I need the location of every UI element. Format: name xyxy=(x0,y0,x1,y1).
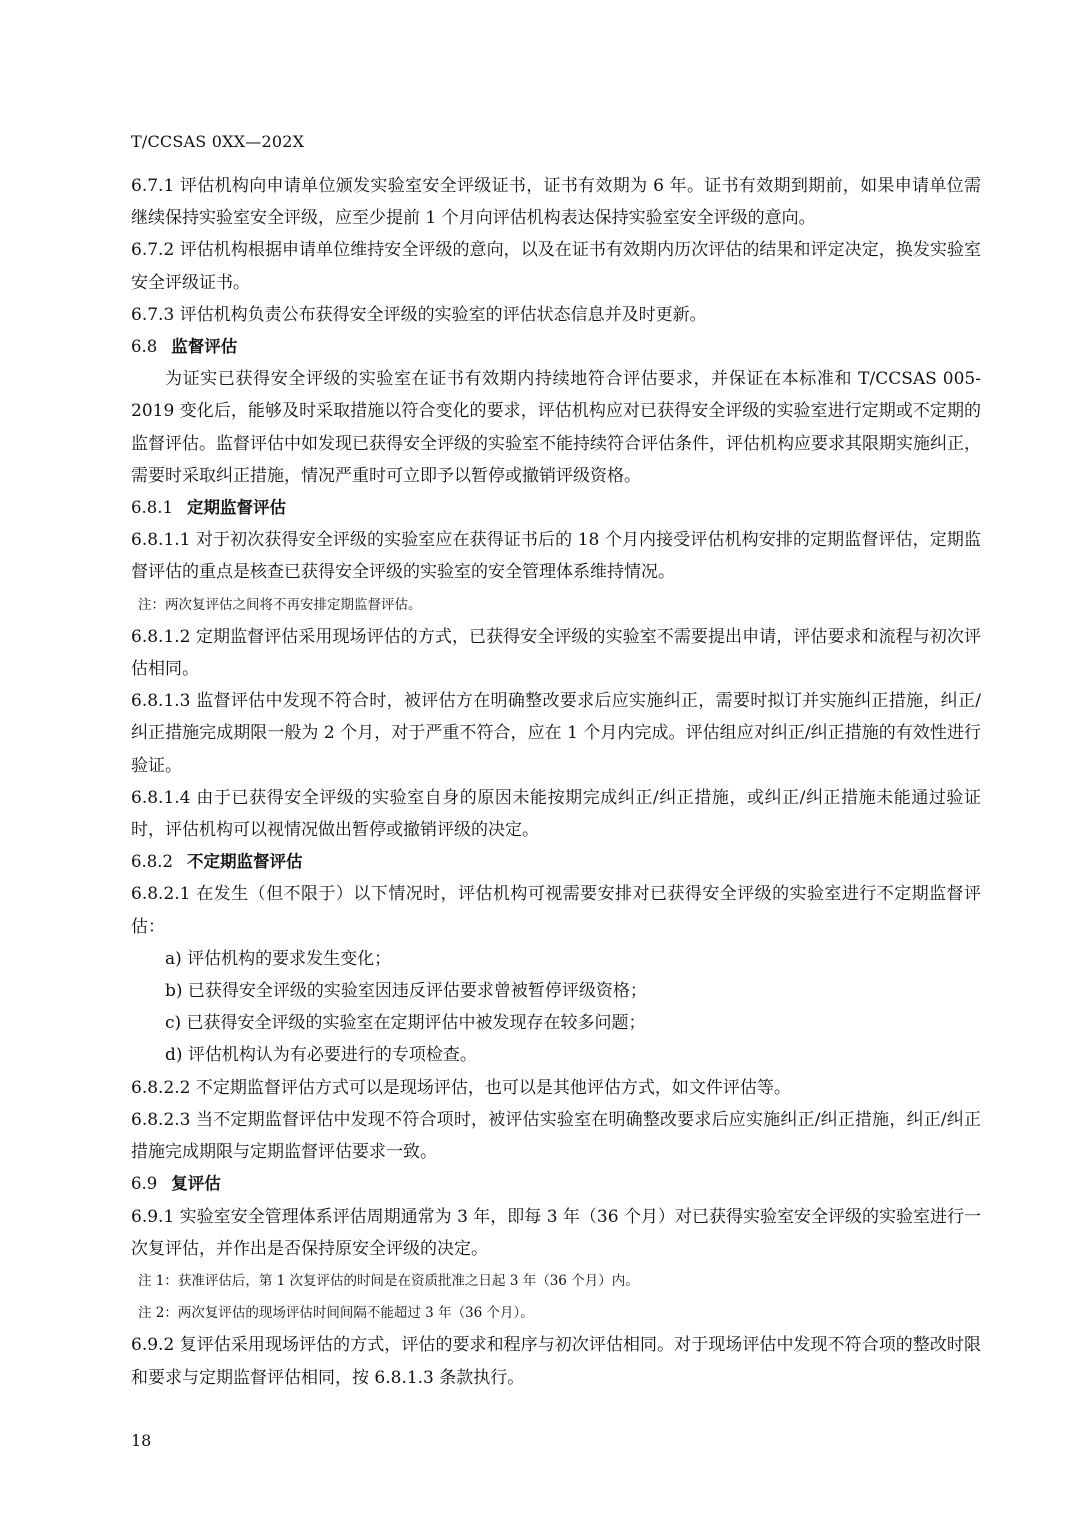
clause-6-9-1: 6.9.1 实验室安全管理体系评估周期通常为 3 年，即每 3 年（36 个月）对已获得实验室安全评级的实验室进行一次复评估，并作出是否保持原安全评级的决定。 xyxy=(131,1206,981,1259)
list-item-d: d) 评估机构认为有必要进行的专项检查。 xyxy=(165,1045,477,1066)
clause-6-8-2-3: 6.8.2.3 当不定期监督评估中发现不符合项时，被评估实验室在明确整改要求后应实施纠正/纠正措施，纠正/纠正措施完成期限与定期监督评估要求一致。 xyxy=(131,1109,981,1163)
clause-6-7-2: 6.7.2 评估机构根据申请单位维持安全评级的意向，以及在证书有效期内历次评估的结果和评定决定，换发实验室安全评级证书。 xyxy=(131,240,981,293)
section-heading-6-8 xyxy=(131,331,981,363)
document-code: T/CCSAS 0XX—202X xyxy=(131,132,305,151)
section-6-8-intro: 为证实已获得安全评级的实验室在证书有效期内持续地符合评估要求，并保证在本标准和 T/CCSAS 005-2019 变化后，能够及时采取措施以符合变化的要求，评估机构应对已获得安全评级的实验室进行定期或不定期的监督评估。监督评估中如发现已获得安全评级的实验室不能持续符合评估条件，评估机构应要求其限期实施纠正，需要时采取纠正措施，情况严重时可立即予以暂停或撤销评级资格。 xyxy=(131,369,981,486)
clause-6-8-1-1: 6.8.1.1 对于初次获得安全评级的实验室应在获得证书后的 18 个月内接受评估机构安排的定期监督评估，定期监督评估的重点是核查已获得安全评级的实验室的安全管理体系维持情况。 xyxy=(131,530,981,583)
note-6-9-1-2: 注 2：两次复评估的现场评估时间间隔不能超过 3 年（36 个月）。 xyxy=(138,1305,534,1322)
section-number: 6.8.2 xyxy=(131,852,173,872)
section-number: 6.8 xyxy=(131,337,158,357)
section-heading-6-8-1 xyxy=(131,492,981,524)
section-number: 6.8.1 xyxy=(131,498,173,518)
document-body xyxy=(131,170,981,1394)
section-title: 复评估 xyxy=(171,1174,221,1194)
clause-6-8-1-3: 6.8.1.3 监督评估中发现不符合时，被评估方在明确整改要求后应实施纠正，需要时拟订并实施纠正措施，纠正/纠正措施完成期限一般为 2 个月，对于严重不符合，应在 1 个月内完成。评估组应对纠正/纠正措施的有效性进行验证。 xyxy=(131,691,981,776)
note-6-8-1-1: 注：两次复评估之间将不再安排定期监督评估。 xyxy=(138,596,422,613)
page-number: 18 xyxy=(131,1431,152,1450)
clause-6-8-2-2: 6.8.2.2 不定期监督评估方式可以是现场评估，也可以是其他评估方式，如文件评估等。 xyxy=(131,1077,791,1098)
list-item-b: b) 已获得安全评级的实验室因违反评估要求曾被暂停评级资格； xyxy=(165,981,647,1002)
section-number: 6.9 xyxy=(131,1174,158,1194)
section-title: 不定期监督评估 xyxy=(186,852,303,872)
clause-6-9-2: 6.9.2 复评估采用现场评估的方式，评估的要求和程序与初次评估相同。对于现场评估中发现不符合项的整改时限和要求与定期监督评估相同，按 6.8.1.3 条款执行。 xyxy=(131,1335,981,1388)
clause-6-8-2-1: 6.8.2.1 在发生（但不限于）以下情况时，评估机构可视需要安排对已获得安全评级的实验室进行不定期监督评估： xyxy=(131,884,981,937)
list-item-c: c) 已获得安全评级的实验室在定期评估中被发现存在较多问题； xyxy=(165,1013,646,1034)
section-heading-6-8-2 xyxy=(131,846,981,878)
clause-6-8-1-2: 6.8.1.2 定期监督评估采用现场评估的方式，已获得安全评级的实验室不需要提出申请，评估要求和流程与初次评估相同。 xyxy=(131,626,981,680)
note-6-9-1-1: 注 1：获准评估后，第 1 次复评估的时间是在资质批准之日起 3 年（36 个月）内。 xyxy=(138,1272,639,1289)
list-item-a: a) 评估机构的要求发生变化； xyxy=(165,948,392,969)
section-heading-6-9 xyxy=(131,1168,981,1200)
clause-6-8-1-4: 6.8.1.4 由于已获得安全评级的实验室自身的原因未能按期完成纠正/纠正措施，或纠正/纠正措施未能通过验证时，评估机构可以视情况做出暂停或撤销评级的决定。 xyxy=(131,787,981,841)
section-title: 监督评估 xyxy=(171,337,238,357)
section-title: 定期监督评估 xyxy=(186,498,286,518)
clause-6-7-3: 6.7.3 评估机构负责公布获得安全评级的实验室的评估状态信息并及时更新。 xyxy=(131,304,707,325)
clause-6-7-1: 6.7.1 评估机构向申请单位颁发实验室安全评级证书，证书有效期为 6 年。证书有效期到期前，如果申请单位需继续保持实验室安全评级，应至少提前 1 个月向评估机构表达保持实验室安全评级的意向。 xyxy=(131,176,981,229)
